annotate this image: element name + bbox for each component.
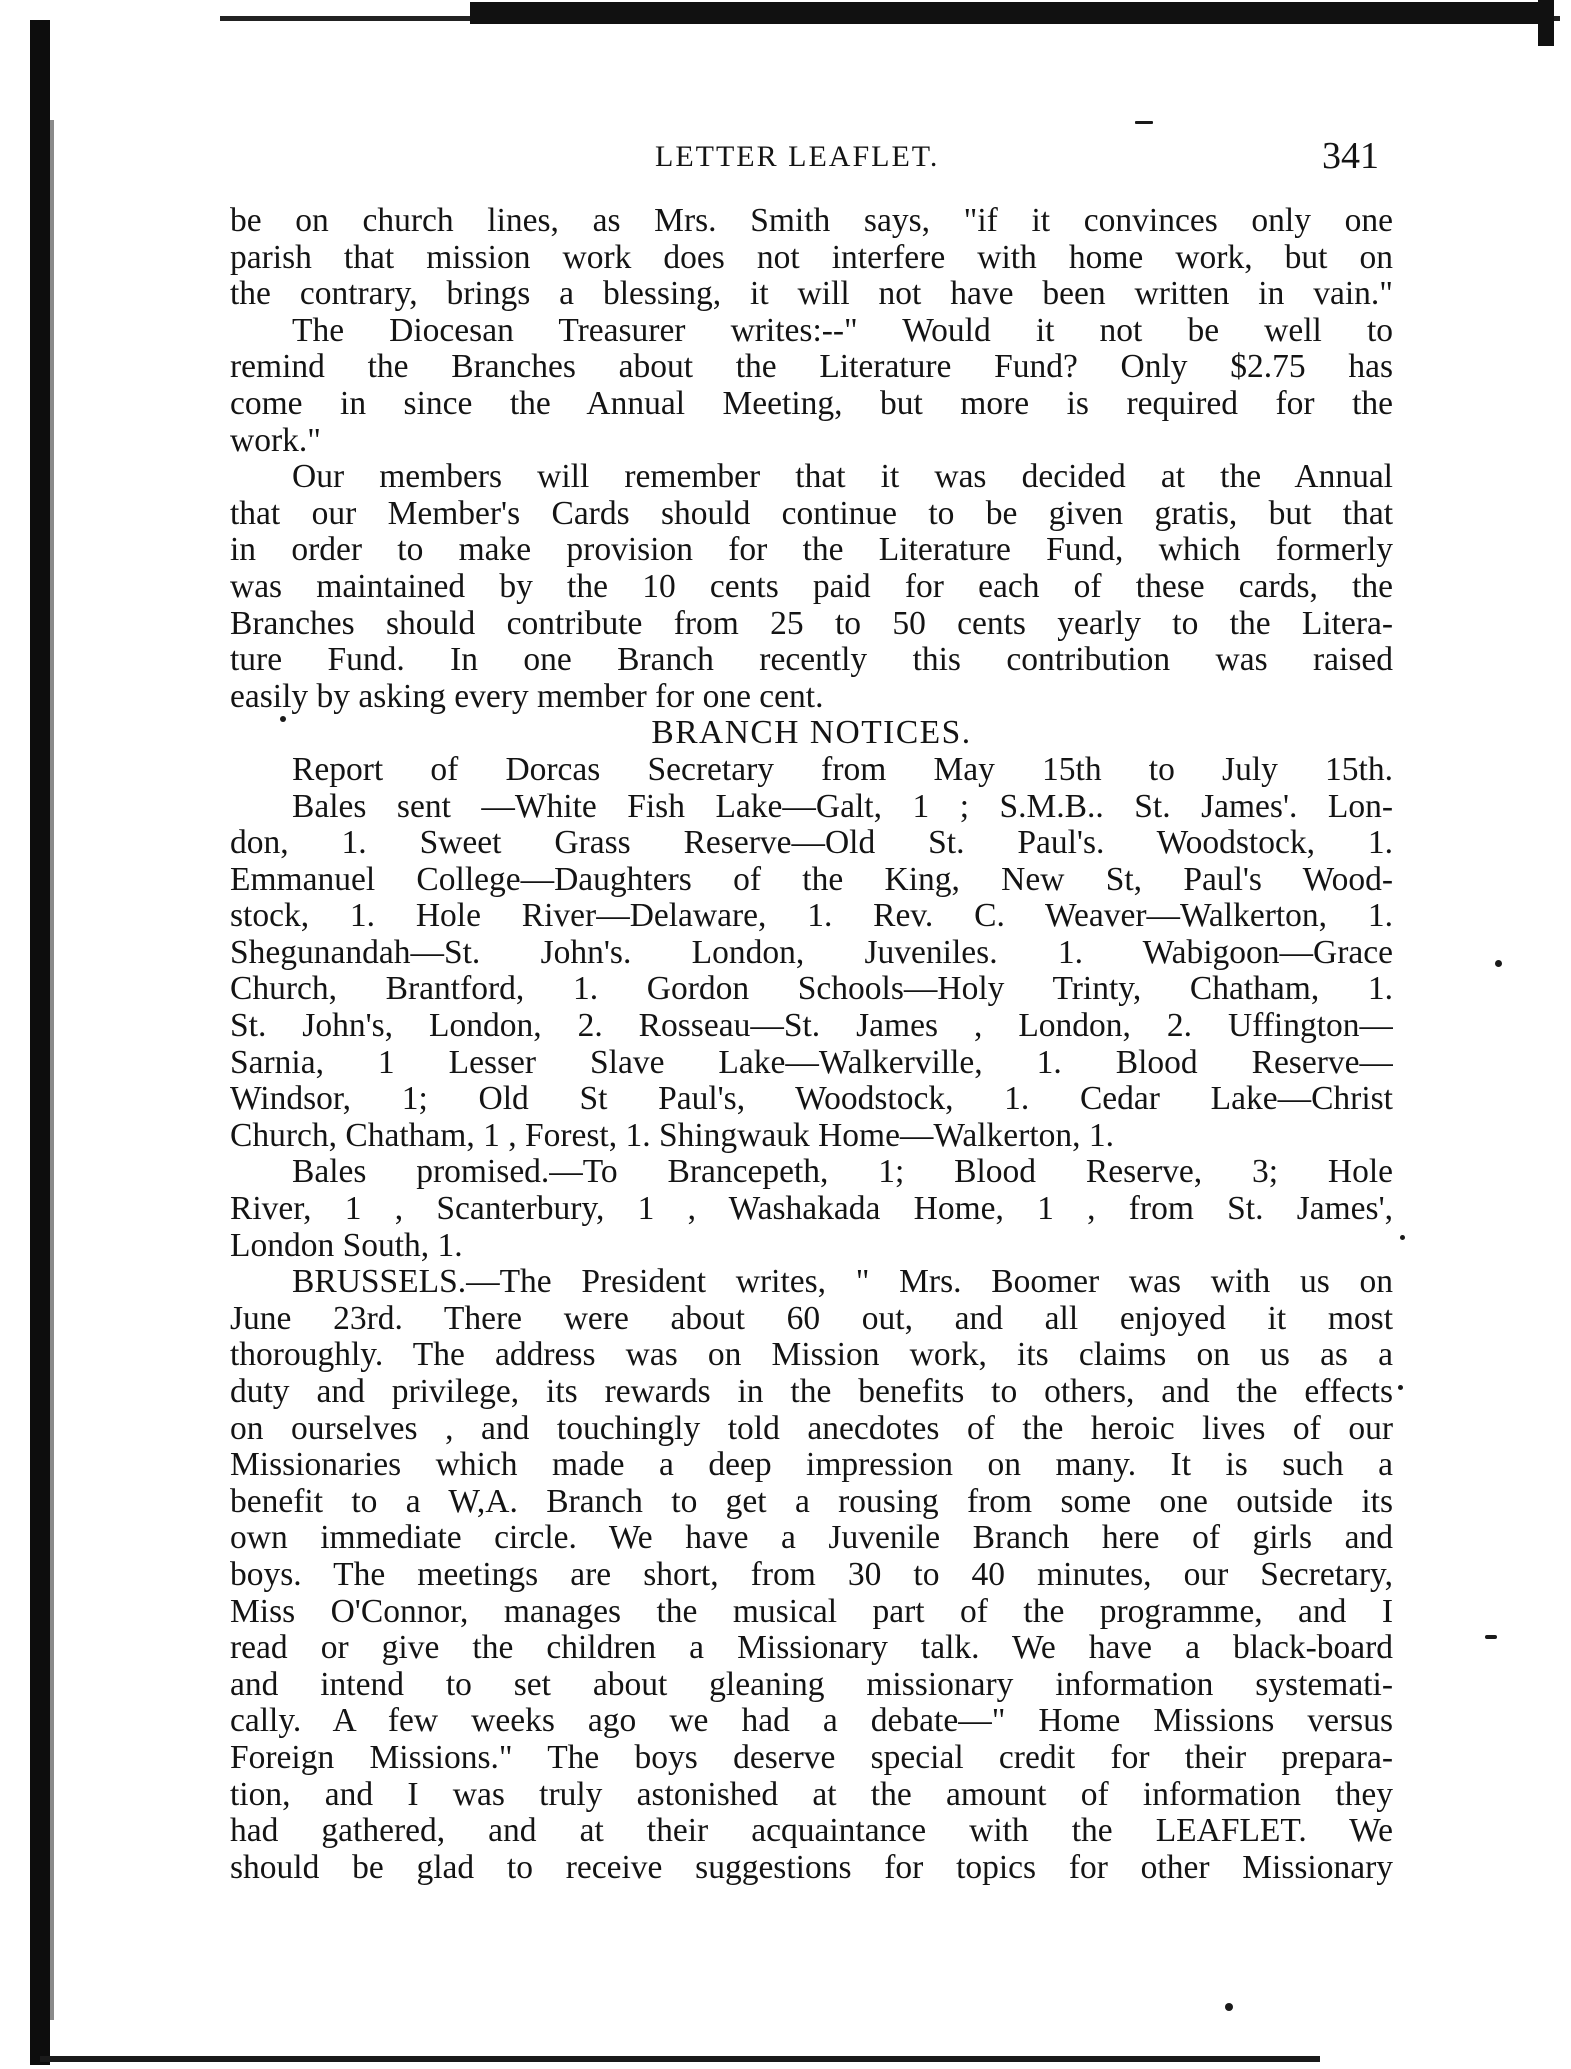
text-line: Bales promised.—To Brancepeth, 1; Blood Reserve, 3; Hole — [292, 1154, 1393, 1191]
scan-speck — [1135, 121, 1153, 124]
text-line: St. John's, London, 2. Rosseau—St. James , London, 2. Uffington— — [230, 1008, 1393, 1045]
text-line: come in since the Annual Meeting, but more is required for the — [230, 385, 1393, 422]
text-line: River, 1 , Scanterbury, 1 , Washakada Home, 1 , from St. James', — [230, 1191, 1393, 1228]
scan-speck — [1400, 1235, 1405, 1240]
text-line: The Diocesan Treasurer writes:--" Would it not be well to — [292, 312, 1393, 349]
scan-edge-shadow — [50, 120, 54, 2020]
text-line: in order to make provision for the Literature Fund, which formerly — [230, 532, 1393, 569]
text-line: duty and privilege, its rewards in the benefits to others, and the effects — [230, 1374, 1393, 1410]
text-line: be on church lines, as Mrs. Smith says, "if it convinces only one — [230, 203, 1393, 239]
scan-speck — [1398, 1385, 1403, 1390]
scan-edge-right — [1538, 0, 1554, 46]
text-line: Report of Dorcas Secretary from May 15th to July 15th. — [292, 751, 1393, 788]
text-line: work." — [230, 421, 321, 459]
text-line: Bales sent —White Fish Lake—Galt, 1 ; S.M.B.. St. James'. Lon- — [292, 788, 1393, 825]
scan-speck — [1225, 2003, 1233, 2011]
page-body — [230, 203, 1393, 1886]
text-line: boys. The meetings are short, from 30 to 40 minutes, our Secretary, — [230, 1556, 1393, 1593]
scan-edge-left — [30, 20, 50, 2065]
text-line: London South, 1. — [230, 1226, 463, 1264]
text-line: Windsor, 1; Old St Paul's, Woodstock, 1. Cedar Lake—Christ — [230, 1081, 1393, 1118]
text-line: easily by asking every member for one cent. — [230, 677, 824, 715]
text-line: Branches should contribute from 25 to 50 cents yearly to the Litera- — [230, 605, 1393, 642]
text-line: own immediate circle. We have a Juvenile Branch here of girls and — [230, 1520, 1393, 1557]
text-line: remind the Branches about the Literature Fund? Only $2.75 has — [230, 349, 1393, 386]
running-title: LETTER LEAFLET. — [655, 140, 940, 173]
text-line: don, 1. Sweet Grass Reserve—Old St. Paul's. Woodstock, 1. — [230, 825, 1393, 862]
scan-edge-bottom — [40, 2056, 1320, 2062]
text-line: Shegunandah—St. John's. London, Juveniles. 1. Wabigoon—Grace — [230, 934, 1393, 971]
text-line: Church, Chatham, 1 , Forest, 1. Shingwauk Home—Walkerton, 1. — [230, 1116, 1115, 1154]
running-header — [0, 135, 1571, 180]
text-line: on ourselves , and touchingly told anecdotes of the heroic lives of our — [230, 1410, 1393, 1447]
text-line: ture Fund. In one Branch recently this contribution was raised — [230, 642, 1393, 679]
text-line: Emmanuel College—Daughters of the King, New St, Paul's Wood- — [230, 861, 1393, 898]
text-line: should be glad to receive suggestions for topics for other Missionary — [230, 1849, 1393, 1886]
text-line: stock, 1. Hole River—Delaware, 1. Rev. C. Weaver—Walkerton, 1. — [230, 898, 1393, 935]
text-line: thoroughly. The address was on Mission work, its claims on us as a — [230, 1337, 1393, 1374]
text-line: tion, and I was truly astonished at the amount of information they — [230, 1776, 1393, 1813]
scan-speck — [1495, 960, 1502, 967]
text-line: BRUSSELS.—The President writes, " Mrs. Boomer was with us on — [292, 1264, 1393, 1301]
text-line: Foreign Missions." The boys deserve special credit for their prepara- — [230, 1739, 1393, 1776]
text-line: Our members will remember that it was decided at the Annual — [292, 459, 1393, 496]
text-line: the contrary, brings a blessing, it will not have been written in vain." — [230, 276, 1393, 313]
text-line: June 23rd. There were about 60 out, and all enjoyed it most — [230, 1300, 1393, 1337]
text-line: Miss O'Connor, manages the musical part of the programme, and I — [230, 1593, 1393, 1630]
text-line: Missionaries which made a deep impression on many. It is such a — [230, 1447, 1393, 1484]
text-line: that our Member's Cards should continue to be given gratis, but that — [230, 495, 1393, 532]
section-heading: BRANCH NOTICES. — [651, 714, 972, 752]
scan-edge-top — [470, 2, 1540, 24]
text-line: cally. A few weeks ago we had a debate—" Home Missions versus — [230, 1703, 1393, 1740]
scan-speck — [1485, 1635, 1497, 1639]
text-line: had gathered, and at their acquaintance with the LEAFLET. We — [230, 1813, 1393, 1850]
text-line: was maintained by the 10 cents paid for each of these cards, the — [230, 568, 1393, 605]
text-line: and intend to set about gleaning missionary information systemati- — [230, 1666, 1393, 1703]
text-line: benefit to a W,A. Branch to get a rousing from some one outside its — [230, 1483, 1393, 1520]
text-line: Sarnia, 1 Lesser Slave Lake—Walkerville, 1. Blood Reserve— — [230, 1044, 1393, 1081]
text-line: parish that mission work does not interfere with home work, but on — [230, 239, 1393, 276]
page-number: 341 — [1322, 135, 1379, 177]
text-line: Church, Brantford, 1. Gordon Schools—Holy Trinty, Chatham, 1. — [230, 971, 1393, 1008]
text-line: read or give the children a Missionary talk. We have a black-board — [230, 1630, 1393, 1667]
